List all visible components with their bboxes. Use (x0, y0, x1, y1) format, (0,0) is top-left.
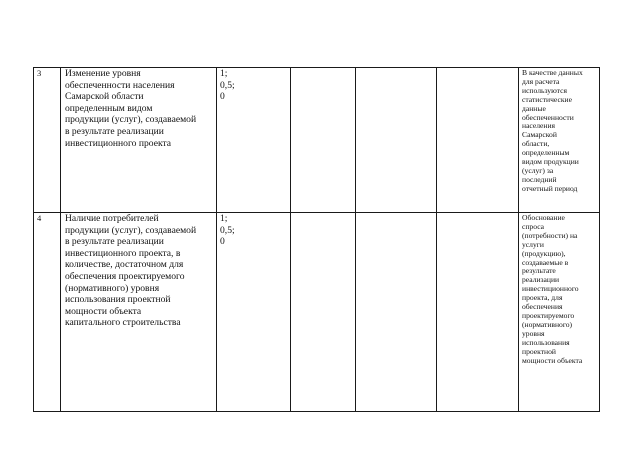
table-right-border (599, 67, 600, 412)
row-number: 4 (37, 213, 42, 223)
column-divider-number (60, 67, 61, 412)
table-left-border (33, 67, 34, 412)
column-divider-empty-1 (355, 67, 356, 412)
row-scores: 1; 0,5; 0 (220, 68, 235, 103)
column-divider-indicator (216, 67, 217, 412)
table-bottom-border (33, 411, 600, 412)
row-indicator-text: Изменение уровня обеспеченности населения Самарской области определенным видом продукции (услуг), создаваемой в результате реализации инвестиционного проекта (65, 68, 197, 149)
row-note: В качестве данных для расчета используются статистические данные обеспеченности населения Самарской области, определенным видом продукции (услуг) за последний отчетный период (522, 68, 583, 193)
column-divider-empty-2 (436, 67, 437, 412)
row-number: 3 (37, 68, 42, 78)
row-indicator-text: Наличие потребителей продукции (услуг), создаваемой в результате реализации инвестиционного проекта, в количестве, достаточном для обеспечения проектируемого (нормативного) уровня использования проектной мощности объекта капитального строительства (65, 213, 197, 329)
column-divider-note (518, 67, 519, 412)
column-divider-scores (290, 67, 291, 412)
row-scores: 1; 0,5; 0 (220, 213, 235, 248)
row-note: Обоснование спроса (потребности) на услуги (продукцию), создаваемые в результате реализации инвестиционного проекта, для обеспечения проектируемого (нормативного) уровня использования проектной мощности объекта (522, 213, 583, 365)
